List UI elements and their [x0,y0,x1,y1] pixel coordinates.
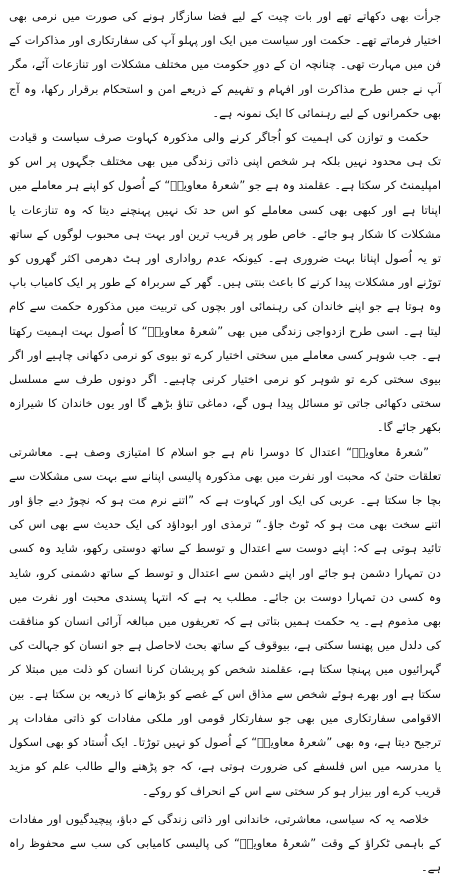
article-paragraph-1: جرأت بھی دکھاتے تھے اور بات چیت کے لیے فضا سازگار ہونے کی صورت میں نرمی بھی اختیار فرماتے تھے۔ حکمت اور سیاست میں ایک اور پہلو آپ کی سفارتکاری اور مذاکرات کے فن میں مہارت تھی۔ چنانچہ ان کے دورِ حکومت میں مختلف مشکلات اور تنازعات آئے، مگر آپ نے جس طرح مذاکرت اور افہام و تفہیم کے ذریعے امن و استحکام برقرار رکھا، وہ آج بھی حکمرانوں کے لیے رہنمائی کا ایک نمونہ ہے۔ [9,9,441,120]
article-paragraph-2: حکمت و توازن کی اہمیت کو اُجاگر کرنے والی مذکورہ کہاوت صرف سیاست و قیادت تک ہی محدود نہیں بلکہ ہر شخص اپنی ذاتی زندگی میں بھی مختلف جگہوں پر اس کو امپلیمنٹ کر سکتا ہے۔ عقلمند وہ ہے جو ”شعرۂ معاویہؓ“ کے اُصول کو اپنے ہر معاملے میں اپناتا ہے اور کبھی بھی کسی معاملے کو اس حد تک نہیں پہنچنے دیتا کہ وہ تنازعات یا مشکلات کا شکار ہو جائے۔ خاص طور پر قریب ترین اور بہت ہی محبوب لوگوں کے ساتھ تو یہ اُصول اپنانا بہت ضروری ہے۔ کیونکہ عدم رواداری اور ہٹ دھرمی اکثر گھروں کو توڑنے اور مشکلات پیدا کرنے کا باعث بنتی ہیں۔ گھر کے سربراہ کے طور پر ایک کامیاب باپ وہ ہوتا ہے جو اپنے خاندان کی رہنمائی اور بچوں کی تربیت میں مذکورہ حکمت سے کام لیتا ہے۔ اسی طرح ازدواجی زندگی میں بھی ”شعرۂ معاویہؓ“ کا اُصول بہت اہمیت رکھتا ہے۔ جب شوہر کسی معاملے میں سختی اختیار کرے تو بیوی کو نرمی دکھانی چاہیے اور اگر بیوی سختی کرے تو شوہر کو نرمی اختیار کرنی چاہیے۔ اگر دونوں طرف سے مسلسل سختی دکھائی جاتی تو مسائل پیدا ہوں گے، دماغی تناؤ بڑھے گا اور یوں خاندان کا شیرازہ بکھر جائے گا۔ [9,130,441,435]
article-paragraph-4: خلاصہ یہ کہ سیاسی، معاشرتی، خاندانی اور ذاتی زندگی کے دباؤ، پیچیدگیوں اور مفادات کے باہمی ٹکراؤ کے وقت ”شعرۂ معاویہؓ“ کی پالیسی کامیابی کی سب سے محفوظ راہ ہے۔ [9,811,441,875]
article-paragraph-3: ”شعرۂ معاویہؓ“ اعتدال کا دوسرا نام ہے جو اسلام کا امتیازی وصف ہے۔ معاشرتی تعلقات حتیٰ کہ محبت اور نفرت میں بھی مذکورہ پالیسی اپنانے سے بہت سی مشکلات سے بچا جا سکتا ہے۔ عربی کی ایک اور کہاوت ہے کہ ”اتنے نرم مت ہو کہ نچوڑ دیے جاؤ اور اتنے سخت بھی مت ہو کہ ٹوٹ جاؤ۔“ ترمذی اور ابوداؤد کی ایک حدیث سے بھی اس کی تائید ہوتی ہے کہ: اپنے دوست سے اعتدال و توسط کے ساتھ دوستی رکھو، شاید وہ کسی دن تمہارا دشمن ہو جائے اور اپنے دشمن سے اعتدال و توسط کے ساتھ دشمنی کرو، شاید وہ کسی دن تمہارا دوست بن جائے۔ مطلب یہ ہے کہ انتہا پسندی محبت اور نفرت میں بھی مذموم ہے۔ یہ حکمت ہمیں بتاتی ہے کہ تعریفوں میں مبالغہ آرائی انسان کو منافقت کی دلدل میں پھنسا سکتی ہے، بیوقوف کے ساتھ بحث لاحاصل ہے جو انسان کو جہالت کی گہرائیوں میں پہنچا سکتا ہے، عقلمند شخص کو پریشان کرنا انسان کو ذلت میں مبتلا کر سکتا ہے اور بھرے ہوئے شخص سے مذاق اس کے غصے کو بڑھانے کا ذریعہ بن سکتا ہے۔ بین الاقوامی سفارتکاری میں بھی جو سفارتکار قومی اور ملکی مفادات کو ذاتی مفادات پر ترجیح دیتا ہے، وہ بھی ”شعرۂ معاویہؓ“ کے اُصول کو نہیں توڑتا۔ ایک اُستاد کو بھی اسکول یا مدرسہ میں اس فلسفے کی ضرورت ہوتی ہے، کہ جو پڑھنے والے طالب علم کو مزید قریب کرے اور بیزار ہو کر سختی سے اس کے انحراف کو روکے۔ [9,444,441,798]
